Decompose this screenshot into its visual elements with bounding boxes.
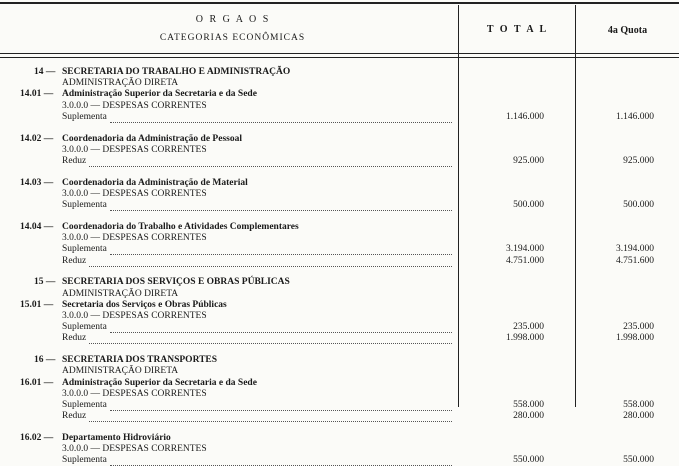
dot-leader (89, 333, 452, 344)
unit-title: Coordenadoria do Trabalho e Atividades Complementares (62, 222, 299, 232)
section-title: SECRETARIA DOS SERVIÇOS E OBRAS PÚBLICAS (62, 277, 290, 287)
quota-column-left-border (575, 5, 576, 407)
unit-title: Coordenadoria da Administração de Pessoal (62, 134, 242, 144)
quota-value: 925.000 (623, 156, 654, 166)
dot-leader (110, 400, 452, 411)
entry-line: 3.0.0.0 — DESPESAS CORRENTES (62, 389, 207, 399)
entry-line: ADMINISTRAÇÃO DIRETA (62, 78, 179, 88)
section-title: SECRETARIA DOS TRANSPORTES (62, 355, 218, 365)
entry-line: 3.0.0.0 — DESPESAS CORRENTES (62, 145, 207, 155)
total-column-left-border (458, 5, 459, 407)
total-value: 925.000 (513, 156, 544, 166)
entry-label: Suplementa (62, 200, 107, 210)
unit-title: Administração Superior da Secretaria e da Sede (62, 378, 257, 388)
dot-leader (89, 256, 452, 267)
unit-title: Secretaria dos Serviços e Obras Públicas (62, 300, 227, 310)
unit-title: Departamento Hidroviário (62, 433, 171, 443)
section-title: SECRETARIA DO TRABALHO E ADMINISTRAÇÃO (62, 67, 291, 77)
header-categorias: CATEGORIAS ECONÔMICAS (159, 33, 306, 43)
total-value: 500.000 (513, 200, 544, 210)
total-value: 550.000 (513, 455, 544, 465)
unit-code: 14.02 — (20, 134, 54, 144)
quota-value: 1.146.000 (616, 112, 654, 122)
section-code: 14 — (34, 67, 56, 77)
quota-value: 4.751.600 (616, 256, 654, 266)
quota-value: 1.998.000 (616, 333, 654, 343)
dot-leader (89, 411, 452, 422)
entry-line: ADMINISTRAÇÃO DIRETA (62, 289, 179, 299)
entry-label: Reduz (62, 411, 87, 421)
entry-line: 3.0.0.0 — DESPESAS CORRENTES (62, 233, 207, 243)
total-value: 4.751.000 (506, 256, 544, 266)
unit-code: 16.02 — (20, 433, 54, 443)
entry-line: 3.0.0.0 — DESPESAS CORRENTES (62, 101, 207, 111)
entry-line: 3.0.0.0 — DESPESAS CORRENTES (62, 189, 207, 199)
total-value: 280.000 (513, 411, 544, 421)
total-value: 3.194.000 (506, 244, 544, 254)
entry-label: Suplementa (62, 244, 107, 254)
entry-label: Reduz (62, 333, 87, 343)
entry-label: Suplementa (62, 455, 107, 465)
header-rule-2 (0, 57, 679, 58)
total-value: 1.998.000 (506, 333, 544, 343)
entry-label: Suplementa (62, 400, 107, 410)
header-quota: 4a Quota (607, 25, 648, 36)
total-value: 235.000 (513, 322, 544, 332)
dot-leader (110, 244, 452, 255)
total-value: 1.146.000 (506, 112, 544, 122)
unit-code: 15.01 — (20, 300, 54, 310)
header-rule-1 (0, 53, 679, 54)
section-code: 15 — (34, 277, 56, 287)
dot-leader (110, 112, 452, 123)
entry-label: Reduz (62, 156, 87, 166)
quota-value: 500.000 (623, 200, 654, 210)
quota-value: 550.000 (623, 455, 654, 465)
dot-leader (110, 322, 452, 333)
entry-label: Suplementa (62, 322, 107, 332)
unit-title: Coordenadoria da Administração de Material (62, 178, 248, 188)
unit-title: Administração Superior da Secretaria e da Sede (62, 89, 257, 99)
quota-value: 235.000 (623, 322, 654, 332)
dot-leader (89, 156, 452, 167)
header-total: T O T A L (486, 24, 549, 35)
entry-line: 3.0.0.0 — DESPESAS CORRENTES (62, 444, 207, 454)
header-orgaos: O R G A O S (195, 14, 271, 25)
unit-code: 14.03 — (20, 178, 54, 188)
entry-label: Reduz (62, 256, 87, 266)
unit-code: 16.01 — (20, 378, 54, 388)
section-code: 16 — (34, 355, 56, 365)
unit-code: 14.01 — (20, 89, 54, 99)
total-value: 558.000 (513, 400, 544, 410)
top-rule (0, 2, 679, 4)
quota-value: 558.000 (623, 400, 654, 410)
entry-line: 3.0.0.0 — DESPESAS CORRENTES (62, 311, 207, 321)
dot-leader (110, 455, 452, 466)
entry-label: Suplementa (62, 112, 107, 122)
quota-value: 3.194.000 (616, 244, 654, 254)
quota-value: 280.000 (623, 411, 654, 421)
entry-line: ADMINISTRAÇÃO DIRETA (62, 366, 179, 376)
dot-leader (110, 200, 452, 211)
unit-code: 14.04 — (20, 222, 54, 232)
